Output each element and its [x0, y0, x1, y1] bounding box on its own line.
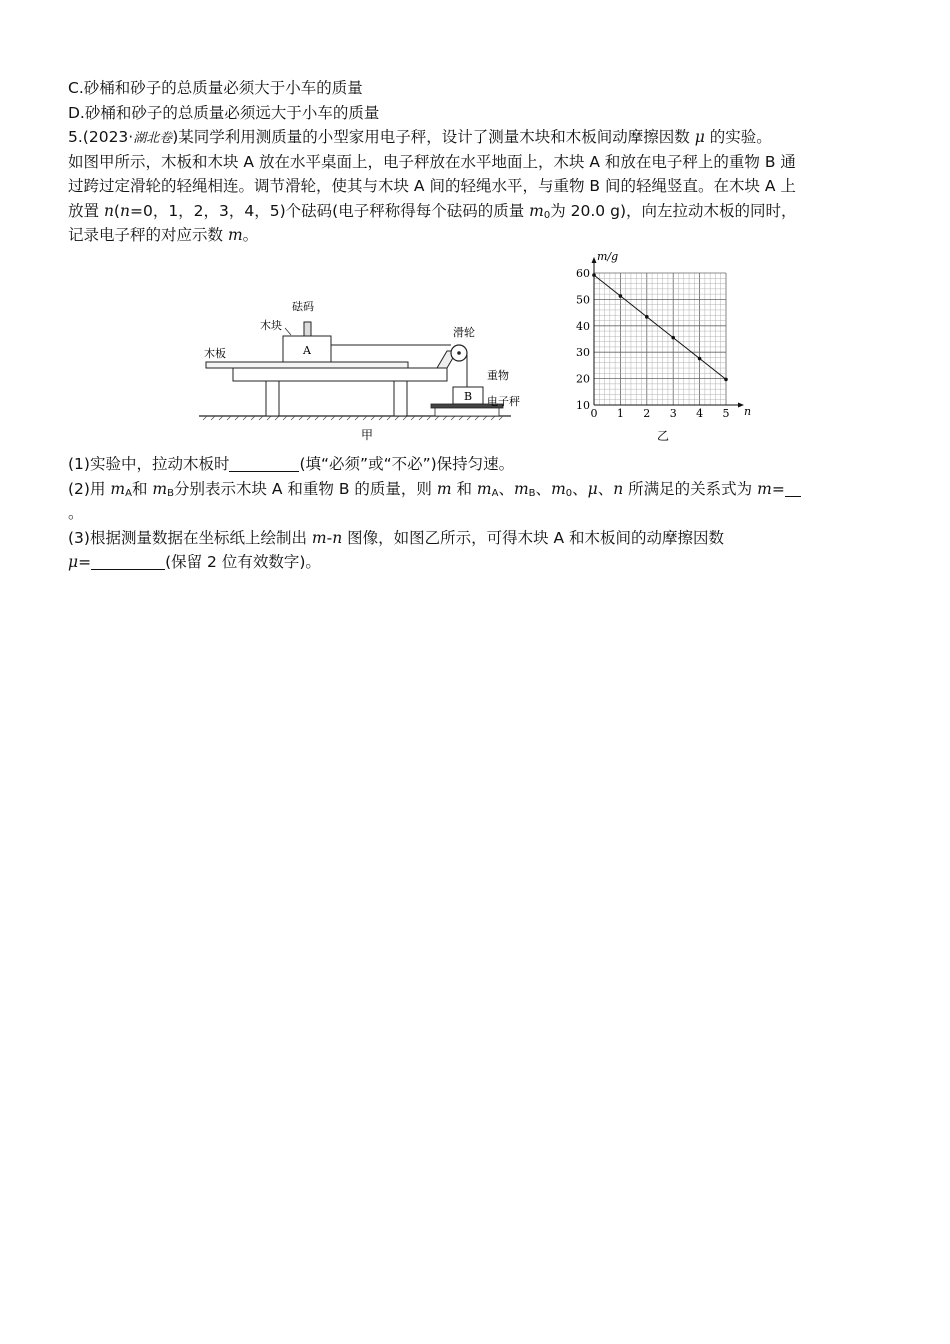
x-tick-label: 5: [722, 407, 730, 420]
answer-blank-2[interactable]: [785, 480, 801, 497]
var-m: m: [311, 528, 327, 547]
question-3: [68, 526, 888, 551]
chart-marks: [592, 273, 728, 381]
problem-line1-end: 的实验。: [709, 128, 772, 146]
text-fragment: 。: [242, 226, 259, 244]
var-m: m: [529, 201, 544, 220]
questions: [68, 452, 888, 575]
x-tick-label: 3: [669, 407, 677, 420]
var-m: m: [152, 479, 168, 498]
text-fragment: 、: [597, 479, 614, 498]
var-n: n: [332, 528, 343, 547]
text-fragment: (: [113, 201, 120, 220]
answer-blank-3[interactable]: [91, 553, 165, 570]
text-fragment: =: [771, 479, 785, 498]
text-fragment: (2)用: [68, 479, 111, 498]
var-m: m: [436, 479, 452, 498]
table: [233, 368, 447, 416]
source-open: (2023·: [82, 128, 134, 146]
text-fragment: 记录电子秤的对应示数: [68, 226, 228, 244]
chart-tick-labels: [576, 267, 730, 420]
x-tick-label: 0: [590, 407, 598, 420]
option-c: C.砂桶和砂子的总质量必须大于小车的质量: [68, 79, 363, 97]
subscript: 0: [543, 209, 551, 221]
data-point: [698, 357, 702, 361]
text-fragment: =0，1，2，3，4，5)个砝码(电子秤称得每个砝码的质量: [129, 201, 530, 220]
label-heavy: 重物: [487, 369, 509, 382]
board: [206, 362, 408, 368]
var-n: n: [613, 479, 624, 498]
label-pulley: 滑轮: [453, 326, 475, 339]
data-point: [619, 294, 623, 298]
apparatus-diagram: [195, 295, 520, 445]
block-a-label: A: [303, 344, 311, 357]
y-axis-arrow: [592, 257, 597, 263]
text-fragment: 、: [498, 479, 514, 498]
label-board: 木板: [204, 347, 226, 360]
y-tick-label: 10: [576, 399, 590, 412]
var-n: n: [119, 201, 130, 220]
problem-number: 5.: [68, 128, 83, 146]
text-fragment: 和: [456, 479, 477, 498]
text-fragment: (保留 2 位有效数字)。: [165, 553, 321, 571]
subscript: A: [125, 487, 132, 499]
x-axis-label: n: [744, 405, 752, 418]
figure-b-caption: 乙: [656, 429, 670, 443]
chart-grid: [594, 273, 726, 405]
text-fragment: (3)根据测量数据在坐标纸上绘制出: [68, 528, 312, 547]
text-fragment: (1)实验中，拉动木板时: [68, 455, 230, 473]
text-fragment: =: [78, 553, 92, 571]
problem-line1-text: 某同学利用测质量的小型家用电子秤，设计了测量木块和木板间动摩擦因数: [178, 128, 690, 146]
var-mu: μ: [587, 479, 598, 498]
scale-base: [435, 408, 499, 416]
label-scale: 电子秤: [487, 395, 520, 408]
pulley-axle: [457, 351, 461, 355]
leader-line: [285, 328, 291, 335]
data-point: [645, 315, 649, 319]
label-block: 木块: [260, 319, 282, 332]
subscript: B: [167, 487, 174, 499]
ground: [199, 416, 511, 420]
text-fragment: 分别表示木块 A 和重物 B 的质量，则: [173, 479, 437, 498]
y-axis-label: m/g: [597, 250, 619, 263]
text-fragment: 所满足的关系式为: [628, 479, 758, 498]
block-b-label: B: [463, 390, 473, 403]
subscript: B: [528, 487, 536, 499]
question-2-end: 。: [68, 504, 84, 522]
problem-line-1: [68, 125, 888, 150]
x-tick-label: 4: [696, 407, 704, 420]
y-tick-label: 50: [576, 293, 590, 307]
answer-blank-1[interactable]: [229, 455, 299, 472]
text-fragment: 、: [535, 479, 552, 498]
problem-line-2: 如图甲所示，木板和木块 A 放在水平桌面上，电子秤放在水平地面上，木块 A 和放在电子秤上的重物 B 通: [68, 152, 796, 171]
y-tick-label: 40: [576, 319, 590, 333]
text-fragment: 放置: [68, 201, 104, 220]
problem-line-3: 过跨过定滑轮的轻绳相连。调节滑轮，使其与木块 A 间的轻绳水平，与重物 B 间的轻绳竖直。在木块 A 上: [68, 177, 796, 195]
y-tick-label: 20: [576, 372, 590, 386]
var-n: n: [103, 201, 114, 220]
var-m: m: [227, 226, 243, 244]
problem-text: [68, 76, 888, 248]
question-3-cont: [68, 550, 888, 575]
option-d: D.砂桶和砂子的总质量必须远大于小车的质量: [68, 103, 380, 122]
subscript: 0: [565, 487, 573, 499]
text-fragment: (填“必须”或“不必”)保持匀速。: [299, 455, 515, 473]
figure-a-caption: 甲: [360, 428, 374, 442]
m-n-chart: [568, 248, 763, 448]
var-mu: μ: [68, 553, 79, 571]
label-weights: 砝码: [292, 300, 314, 313]
question-2: [68, 477, 888, 502]
text-fragment: -: [326, 528, 333, 547]
problem-line-4: [68, 199, 888, 224]
source-close: ): [172, 128, 179, 146]
weights: [304, 322, 311, 336]
y-tick-label: 60: [576, 267, 590, 280]
source-name: 湖北卷: [133, 131, 173, 146]
question-1: [68, 452, 888, 477]
data-point: [592, 273, 596, 277]
text-fragment: 、: [572, 479, 588, 498]
text-fragment: 图像，如图乙所示，可得木块 A 和木板间的动摩擦因数: [342, 528, 725, 547]
text-fragment: 为 20.0 g)，向左拉动木板的同时，: [550, 201, 797, 220]
text-fragment: 和: [131, 479, 153, 498]
var-m: m: [551, 479, 566, 498]
y-tick-label: 30: [576, 346, 590, 360]
problem-line-5: [68, 223, 888, 248]
var-m: m: [757, 479, 772, 498]
var-m: m: [476, 479, 492, 498]
fit-line: [594, 275, 726, 379]
var-m: m: [513, 479, 529, 498]
x-tick-label: 1: [616, 407, 624, 420]
data-point: [671, 336, 675, 340]
subscript: A: [491, 487, 499, 499]
data-point: [724, 378, 728, 382]
x-tick-label: 2: [643, 407, 651, 420]
mu-symbol: μ: [694, 128, 705, 146]
var-m: m: [110, 479, 126, 498]
